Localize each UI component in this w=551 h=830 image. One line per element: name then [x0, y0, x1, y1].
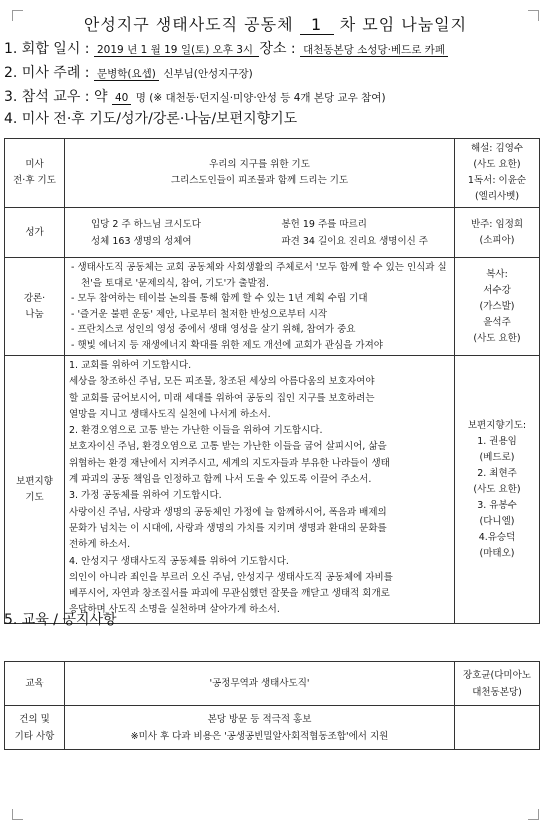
meeting-month: 1 — [140, 44, 148, 56]
table-row — [5, 356, 540, 624]
mass-label: 2. 미사 주례 : — [4, 65, 90, 81]
prayer-line: 세상을 창조하신 주님, 모든 피조물, 창조된 세상의 아름다움의 보호자여야 — [69, 376, 375, 388]
prayers-content — [65, 139, 455, 208]
mass-celebrant-name: 문병학(요셉) — [94, 68, 159, 81]
song-column-left — [91, 216, 201, 250]
attendees-detail: 명 (※ 대천동·던지실·미양·안성 등 4개 본당 교우 참여) — [135, 92, 386, 104]
attendees-row — [4, 86, 386, 106]
prayer-line: 응답하며 사도직 소명을 실천하며 살아가게 하소서. — [69, 604, 280, 616]
side-line: 1독서: 이윤순 — [467, 175, 527, 186]
side-line: (사도 요한) — [473, 159, 521, 170]
label-line: 미사 — [25, 159, 44, 170]
label-line: 강론· — [23, 292, 46, 304]
side-line: 복사: — [486, 268, 508, 280]
row-label-intercessions — [5, 356, 65, 624]
row-label-homily — [5, 258, 65, 356]
side-line: 윤석주 — [483, 316, 511, 328]
song-offertory: 봉헌 19 주를 따르리 — [281, 218, 367, 230]
homily-side — [455, 258, 540, 356]
homily-content — [65, 258, 455, 356]
mass-celebrant-title: 신부님(안성지구장) — [163, 68, 253, 80]
meeting-datetime-row — [4, 38, 448, 58]
label-line: 전·후 기도 — [13, 175, 56, 186]
row-label-education: 교육 — [5, 662, 65, 706]
side-line: (사도 요한) — [473, 483, 521, 495]
table-row — [5, 706, 540, 750]
meeting-day-unit: 일(토) 오후 3시 — [180, 44, 254, 56]
prayer-line: 위협하는 환경 재난에서 지켜주시고, 세계의 지도자들과 부유한 나라들이 생태 — [69, 457, 390, 469]
side-line: 1. 권용임 — [477, 435, 517, 447]
side-line: 2. 최현주 — [477, 467, 517, 479]
table-row — [5, 662, 540, 706]
meeting-place: 대천동본당 소성당·베드로 카페 — [300, 44, 448, 57]
list-item: - 모두 참여하는 테이블 논의를 통해 함께 할 수 있는 1년 계획 수립 기대 — [71, 293, 368, 304]
prayer-line: 사랑이신 주님, 사랑과 생명의 공동체인 가정에 늘 함께하시어, 폭음과 배제의 — [69, 506, 387, 518]
songs-content — [65, 208, 455, 258]
song-communion: 성체 163 생명의 성체여 — [91, 235, 192, 247]
prayer-line: 계 파괴의 공동 책임을 인정하고 함께 나서 도울 수 있도록 이끌어 주소서. — [69, 474, 372, 486]
side-line: (엘리사벳) — [474, 191, 520, 202]
prayers-side — [455, 139, 540, 208]
label-line: 기타 사항 — [14, 730, 55, 742]
suggestions-content — [65, 706, 455, 750]
suggestion-line: 본당 방문 등 적극적 홍보 — [207, 713, 312, 725]
row-label-songs: 성가 — [5, 208, 65, 258]
song-entrance: 입당 2 주 하느님 크시도다 — [91, 218, 201, 230]
meeting-year-unit: 년 — [127, 44, 138, 56]
prayer-line: 2. 환경오염으로 고통 받는 가난한 이들을 위하여 기도합시다. — [69, 425, 323, 437]
meeting-month-unit: 월 — [150, 44, 161, 56]
side-line: 보편지향기도: — [467, 419, 527, 431]
intercessions-side — [455, 356, 540, 624]
label-line: 보편지향 — [16, 475, 53, 487]
attendees-count: 40 — [112, 92, 131, 105]
label-line: 건의 및 — [19, 713, 50, 725]
prayer-title-1: 우리의 지구를 위한 기도 — [209, 159, 310, 170]
title-round-number: 1 — [300, 15, 334, 35]
side-line: (마태오) — [479, 547, 515, 559]
homily-notes-list — [69, 260, 450, 353]
table-row — [5, 258, 540, 356]
prayer-line: 열망을 지니고 생태사도직 실천에 나서게 하소서. — [69, 408, 271, 420]
meeting-place-label: 장소 : — [259, 41, 296, 57]
prayer-line: 3. 가정 공동체를 위하여 기도합시다. — [69, 490, 222, 502]
table-row — [5, 208, 540, 258]
label-line: 기도 — [25, 491, 44, 503]
liturgy-table — [4, 138, 540, 624]
meeting-day: 19 — [164, 44, 178, 56]
mass-celebrant-row — [4, 62, 253, 82]
side-line: (다니엘) — [479, 515, 515, 527]
song-recessional: 파견 34 길이요 진리요 생명이신 주 — [281, 235, 428, 247]
row-label-prayers — [5, 139, 65, 208]
document-title — [0, 12, 551, 35]
songs-side — [455, 208, 540, 258]
side-line: 해설: 김영수 — [470, 143, 524, 154]
side-line: 장호균(다미아노 — [463, 669, 531, 681]
suggestions-side — [455, 706, 540, 750]
title-suffix: 차 모임 나눔일지 — [339, 15, 468, 34]
prayer-line: 베푸시어, 자연과 창조질서를 파괴에 무관심했던 잘못을 깨닫고 생태적 회개로 — [69, 588, 390, 600]
side-line: 3. 유봉수 — [477, 499, 517, 511]
attendees-label: 3. 참석 교우 : 약 — [4, 89, 108, 105]
prayer-line: 전하게 하소서. — [69, 539, 131, 551]
title-prefix: 안성지구 생태사도직 공동체 — [83, 15, 294, 34]
side-line: 반주: 임정희 — [470, 218, 524, 230]
page-corner-mark — [12, 809, 23, 820]
education-topic: '공정무역과 생태사도직' — [65, 662, 455, 706]
intercessions-content — [65, 356, 455, 624]
page-corner-mark — [528, 809, 539, 820]
row-label-suggestions — [5, 706, 65, 750]
meeting-label: 1. 회합 일시 : — [4, 41, 90, 57]
meeting-year: 2019 — [96, 44, 124, 56]
education-table — [4, 661, 540, 750]
side-line: (소피아) — [479, 234, 515, 246]
education-side — [455, 662, 540, 706]
prayer-line: 문화가 넘치는 이 시대에, 사랑과 생명의 가치를 지키며 생명과 환대의 문화를 — [69, 522, 387, 534]
prayer-title-2: 그리스도인들이 피조물과 함께 드리는 기도 — [170, 175, 349, 186]
prayer-line: 보호자이신 주님, 환경오염으로 고통 받는 가난한 이들을 굽어 살피시어, 삶을 — [69, 441, 387, 453]
section5-heading — [4, 609, 117, 629]
side-line: (베드로) — [479, 451, 515, 463]
section4-heading — [4, 108, 297, 128]
suggestion-line: ※미사 후 다과 비용은 '공생공빈밀알사회적협동조합'에서 지원 — [130, 730, 389, 742]
prayer-line: 할 교회를 굽어보시어, 미래 세대를 위하여 공동의 집인 지구를 보호하려는 — [69, 392, 375, 404]
list-item: - '즐거운 불편 운동' 제안, 나로부터 철저한 반성으로부터 시작 — [71, 308, 328, 320]
prayer-line: 의인이 아니라 죄인을 부르러 오신 주님, 안성지구 생태사도직 공동체에 자비를 — [69, 571, 393, 583]
song-column-right — [282, 216, 429, 250]
side-line: (사도 요한) — [473, 332, 521, 344]
prayer-line: 4. 안성지구 생태사도직 공동체를 위하여 기도합시다. — [69, 555, 289, 567]
side-line: 서수강 — [483, 284, 511, 296]
section5-label: 5. 교육 / 공지사항 — [4, 612, 117, 628]
side-line: 대천동본당) — [472, 686, 522, 698]
table-row — [5, 139, 540, 208]
side-line: (가스발) — [479, 300, 515, 312]
list-item: - 생태사도직 공동체는 교회 공동체와 사회생활의 주체로서 '모두 함께 할 수 있는 인식과 실천'을 토대로 '문제의식, 참여, 기도'가 출발점. — [71, 262, 447, 289]
side-line: 4.유승덕 — [478, 531, 516, 543]
meeting-date-field — [94, 44, 259, 57]
prayer-line: 1. 교회를 위하여 기도합시다. — [69, 360, 192, 371]
song-columns — [69, 216, 450, 250]
section4-label: 4. 미사 전·후 기도/성가/강론·나눔/보편지향기도 — [4, 111, 298, 127]
label-line: 나눔 — [25, 308, 44, 320]
list-item: - 프란치스코 성인의 영성 중에서 생태 영성을 살기 위해, 참여가 중요 — [71, 324, 356, 335]
list-item: - 햇빛 에너지 등 재생에너지 확대를 위한 제도 개선에 교회가 관심을 가져야 — [71, 339, 383, 351]
